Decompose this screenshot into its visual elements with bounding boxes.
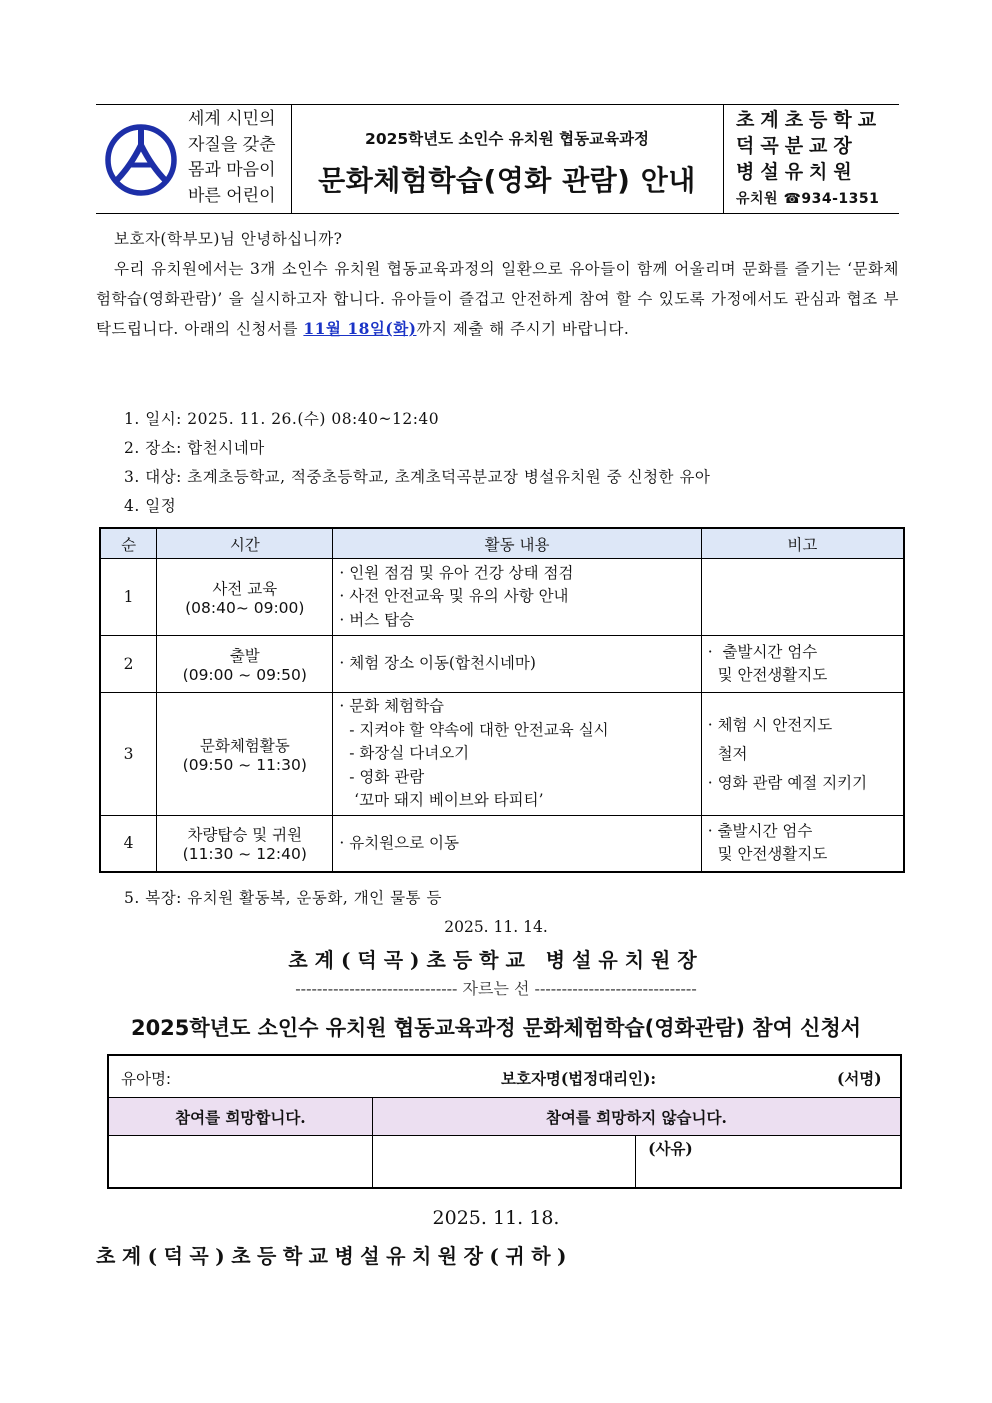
child-name-field[interactable]: 유아명: <box>121 1070 172 1088</box>
recipient-line: 초계(덕곡)초등학교병설유치원장(귀하) <box>96 1244 573 1268</box>
info-item-place: 2. 장소: 합천시네마 <box>124 439 265 457</box>
greeting: 보호자(학부모)님 안녕하십니까? <box>114 230 343 248</box>
school-logo <box>104 123 178 197</box>
guardian-name-field[interactable]: 보호자명(법정대리인): <box>501 1069 657 1088</box>
form-name-cell <box>108 1055 901 1098</box>
content-line: - 화장실 다녀오기 <box>339 744 470 763</box>
school-name <box>736 107 894 185</box>
deadline-date: 11월 18일(화) <box>303 319 417 338</box>
note-line: 철저 <box>707 744 748 763</box>
activity-name: 문화체험활동 <box>199 737 290 755</box>
column-header: 순 <box>100 528 157 559</box>
content-line: - 영화 관람 <box>339 767 425 786</box>
motto-line: 몸과 마음이 <box>188 160 276 180</box>
content-cell <box>333 559 701 636</box>
time-range: (08:40~ 09:00) <box>185 599 305 617</box>
header-divider <box>723 105 724 213</box>
note-cell <box>701 693 904 816</box>
letter-header <box>96 104 899 214</box>
row-number: 4 <box>100 816 157 872</box>
intro-text: 우리 유치원에서는 3개 소인수 유치원 협동교육과정의 일환으로 유아들이 함께 어울리며 문화를 즐기는 ‘문화체험학습(영화관람)’ 을 실시하고자 합니다. 유아들이 즐겁고 안전하게 참여 할 수 있도록 가정에서도 관심과 협조 부탁드립니다. 아래의 신청서를 <box>96 260 899 338</box>
school-motto <box>188 107 288 209</box>
content-cell <box>333 693 701 816</box>
cut-line: ------------------------------ 자르는 선 ------------------------------ <box>295 979 697 998</box>
not-participate-check-cell[interactable] <box>372 1136 635 1189</box>
form-answer-row <box>108 1136 901 1189</box>
info-item-target: 3. 대상: 초계초등학교, 적중초등학교, 초계초덕곡분교장 병설유치원 중 신청한 유아 <box>124 468 711 486</box>
issue-date: 2025. 11. 14. <box>444 918 548 936</box>
motto-line: 바른 어린이 <box>188 185 276 206</box>
intro-paragraph <box>96 255 899 345</box>
reason-field[interactable] <box>636 1136 901 1189</box>
time-cell <box>157 816 333 872</box>
activity-name: 출발 <box>229 647 260 665</box>
column-header: 시간 <box>157 528 333 559</box>
info-item-date: 1. 일시: 2025. 11. 26.(수) 08:40~12:40 <box>124 410 440 428</box>
participate-check-cell[interactable] <box>108 1136 372 1189</box>
content-line: · 문화 체험학습 <box>339 697 445 716</box>
note-cell <box>701 559 904 636</box>
motto-line: 세계 시민의 <box>188 109 276 129</box>
note-line: · 체험 시 안전지도 <box>707 715 833 734</box>
application-form-title: 2025학년도 소인수 유치원 협동교육과정 문화체험학습(영화관람) 참여 신청서 <box>130 1016 862 1040</box>
note-line: · 출발시간 엄수 <box>707 821 813 840</box>
school-name-line: 병설유치원 <box>736 161 858 183</box>
row-number: 3 <box>100 693 157 816</box>
content-line: - 지켜야 할 약속에 대한 안전교육 실시 <box>339 720 609 739</box>
schedule-table <box>99 527 905 873</box>
note-cell <box>701 816 904 872</box>
form-name-row <box>108 1055 901 1098</box>
table-row <box>100 816 904 872</box>
table-row <box>100 636 904 693</box>
intro-text: 까지 제출 해 주시기 바랍니다. <box>416 320 630 338</box>
row-number: 1 <box>100 559 157 636</box>
motto-line: 자질을 갖춘 <box>188 134 276 155</box>
note-line: 및 안전생활지도 <box>707 666 828 684</box>
activity-name: 사전 교육 <box>212 580 278 598</box>
table-header-row <box>100 528 904 559</box>
document-title: 문화체험학습(영화 관람) 안내 <box>318 164 696 197</box>
school-name-line: 초계초등학교 <box>736 109 883 131</box>
content-line: · 버스 탑승 <box>339 610 415 629</box>
time-range: (11:30 ~ 12:40) <box>182 845 307 864</box>
time-range: (09:50 ~ 11:30) <box>182 756 307 774</box>
reason-label: (사유) <box>648 1139 693 1158</box>
issuer-signature: 초계(덕곡)초등학교 병설유치원장 <box>288 948 704 972</box>
signature-field[interactable]: (서명) <box>837 1069 882 1088</box>
note-line: · 영화 관람 예절 지키기 <box>707 773 868 792</box>
content-line: · 유치원으로 이동 <box>339 833 459 852</box>
phone-number: 유치원 ☎934-1351 <box>736 191 880 207</box>
submit-date: 2025. 11. 18. <box>432 1207 560 1229</box>
content-line: · 인원 점검 및 유아 건강 상태 점검 <box>339 563 574 582</box>
info-item-schedule: 4. 일정 <box>124 497 177 515</box>
time-cell <box>157 636 333 693</box>
note-cell <box>701 636 904 693</box>
content-line: ‘꼬마 돼지 베이브와 타피티’ <box>339 791 544 810</box>
form-options-row <box>108 1098 901 1136</box>
option-not-participate: 참여를 희망하지 않습니다. <box>372 1098 901 1136</box>
note-line: 및 안전생활지도 <box>707 845 828 864</box>
document-subtitle: 2025학년도 소인수 유치원 협동교육과정 <box>365 130 649 148</box>
row-number: 2 <box>100 636 157 693</box>
content-cell <box>333 636 701 693</box>
option-participate: 참여를 희망합니다. <box>108 1098 372 1136</box>
content-cell <box>333 816 701 872</box>
content-line: · 체험 장소 이동(합천시네마) <box>339 654 536 673</box>
time-cell <box>157 559 333 636</box>
time-range: (09:00 ~ 09:50) <box>182 666 307 684</box>
school-name-line: 덕곡분교장 <box>736 135 858 157</box>
note-line: · 출발시간 엄수 <box>707 642 818 661</box>
activity-name: 차량탑승 및 귀원 <box>187 826 303 845</box>
column-header: 비고 <box>701 528 904 559</box>
time-cell <box>157 693 333 816</box>
table-row <box>100 693 904 816</box>
column-header: 활동 내용 <box>333 528 701 559</box>
info-item-attire: 5. 복장: 유치원 활동복, 운동화, 개인 물통 등 <box>124 889 442 907</box>
table-row <box>100 559 904 636</box>
content-line: · 사전 안전교육 및 유의 사항 안내 <box>339 587 569 606</box>
application-form <box>107 1054 902 1189</box>
